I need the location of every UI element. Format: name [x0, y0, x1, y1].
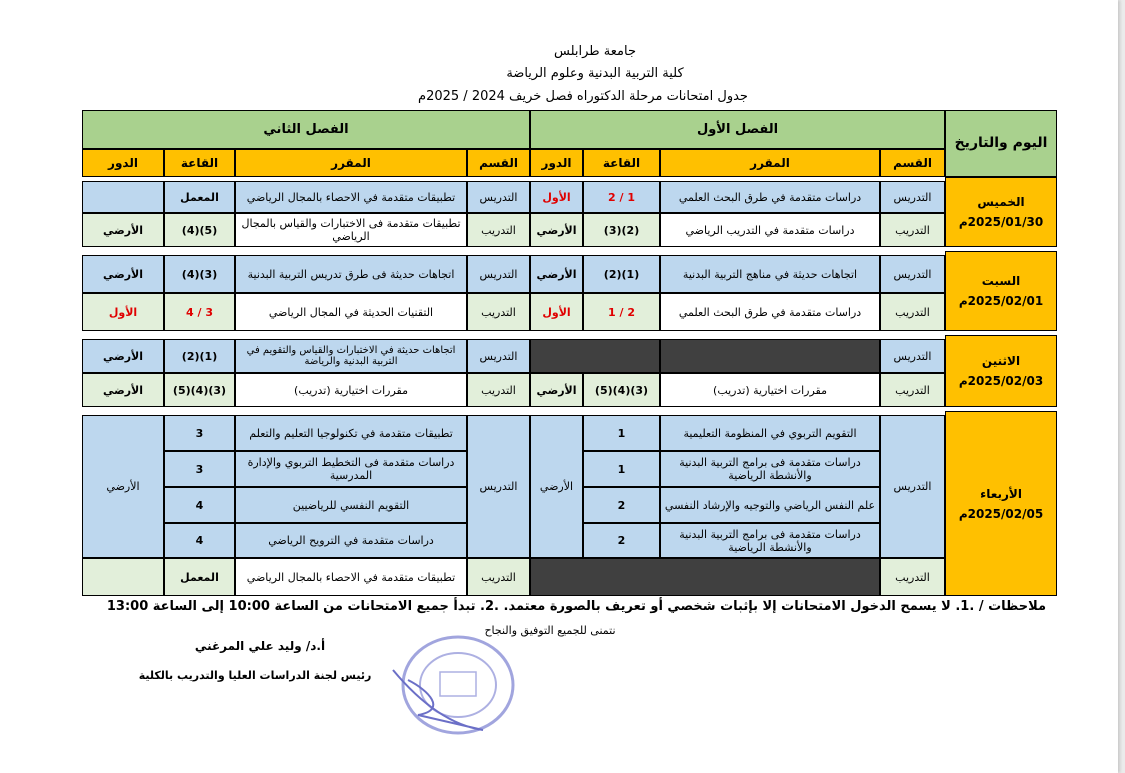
table-cell: التدريس [880, 415, 945, 558]
table-cell-empty [530, 558, 880, 596]
table-cell: الأول [530, 181, 583, 213]
table-cell: المعمل [164, 181, 235, 213]
table-cell: الأرضي [530, 415, 583, 558]
day-cell-thursday [945, 177, 1057, 247]
table-cell: 3 [164, 451, 235, 487]
table-cell [82, 558, 164, 596]
day-name: الخميس [977, 195, 1025, 209]
day-name: السبت [981, 274, 1021, 288]
table-cell: 2 [583, 487, 660, 523]
table-cell: التقويم التربوي في المنظومة التعليمية [660, 415, 880, 451]
official-stamp-icon [388, 630, 518, 750]
day-date: 2025/02/01م [958, 294, 1044, 308]
schedule-title: جدول امتحانات مرحلة الدكتوراه فصل خريف 2024 / 2025م [418, 89, 748, 104]
sem2-round-header: الدور [82, 149, 164, 177]
sem1-round-header: الدور [530, 149, 583, 177]
table-cell: دراسات متقدمة فى برامج التربية البدنية والأنشطة الرياضية [660, 523, 880, 558]
table-cell: التدريس [467, 255, 530, 293]
table-cell: الأول [530, 293, 583, 331]
table-cell: 2 / 1 [583, 293, 660, 331]
table-cell: مقررات اختيارية (تدريب) [660, 373, 880, 407]
table-cell: التدريب [467, 558, 530, 596]
table-cell: التدريس [880, 255, 945, 293]
sem1-dept-header: القسم [880, 149, 945, 177]
table-cell [82, 181, 164, 213]
day-date: 2025/02/05م [958, 506, 1044, 521]
table-cell: الأرضي [530, 255, 583, 293]
table-cell: (3)(4) [164, 255, 235, 293]
table-cell: علم النفس الرياضي والتوجيه والإرشاد النفسي [660, 487, 880, 523]
table-cell: التدريب [467, 213, 530, 247]
table-cell: التدريس [467, 181, 530, 213]
table-cell: 4 [164, 487, 235, 523]
signatory-role: رئيس لجنة الدراسات العليا والتدريب بالكلية [138, 669, 372, 682]
table-cell: (2)(3) [583, 213, 660, 247]
table-cell: دراسات متقدمة في طرق البحث العلمي [660, 293, 880, 331]
table-cell: الأرضي [530, 213, 583, 247]
table-cell: دراسات متقدمة فى التخطيط التربوي والإدارة المدرسية [235, 451, 467, 487]
table-cell: تطبيقات متقدمة فى الاختبارات والقياس بالمجال الرياضي [235, 213, 467, 247]
table-cell: دراسات متقدمة في التدريب الرياضي [660, 213, 880, 247]
table-cell: تطبيقات متقدمة في تكنولوجيا التعليم والتعلم [235, 415, 467, 451]
table-cell: التقنيات الحديثة في المجال الرياضي [235, 293, 467, 331]
table-cell: الأرضي [82, 339, 164, 373]
day-name: الاثنين [981, 354, 1021, 368]
table-cell: التدريس [880, 181, 945, 213]
day-date: 2025/02/03م [958, 374, 1044, 388]
table-cell: اتجاهات حديثة في مناهج التربية البدنية [660, 255, 880, 293]
semester2-header: الفصل الثاني [82, 110, 530, 149]
table-cell: التدريب [467, 373, 530, 407]
table-cell: (3)(4)(5) [583, 373, 660, 407]
table-cell: اتجاهات حديثة فى طرق تدريس التربية البدنية [235, 255, 467, 293]
day-cell-wednesday [945, 411, 1057, 596]
table-cell: التدريس [467, 339, 530, 373]
table-cell: الأرضي [82, 255, 164, 293]
table-cell: التدريس [880, 339, 945, 373]
day-cell-saturday [945, 251, 1057, 331]
table-cell: الأول [82, 293, 164, 331]
table-cell: (1)(2) [164, 339, 235, 373]
table-cell: 4 [164, 523, 235, 558]
table-cell: تطبيقات متقدمة في الاحصاء بالمجال الرياضي [235, 181, 467, 213]
table-cell: 1 / 2 [583, 181, 660, 213]
table-cell: 3 [164, 415, 235, 451]
table-cell: (5)(4) [164, 213, 235, 247]
faculty-name: كلية التربية البدنية وعلوم الرياضة [506, 66, 684, 81]
table-cell: الأرضي [82, 213, 164, 247]
table-cell-empty [530, 339, 660, 373]
table-cell: التدريس [467, 415, 530, 558]
signatory-name: أ.د/ وليد علي المرغني [194, 639, 326, 653]
table-cell: 1 [583, 415, 660, 451]
table-cell-empty [660, 339, 880, 373]
table-cell: الأرضي [82, 373, 164, 407]
table-cell: 3 / 4 [164, 293, 235, 331]
sem2-dept-header: القسم [467, 149, 530, 177]
day-name: الأربعاء [980, 486, 1022, 501]
note-2: .2. تبدأ جميع الامتحانات من الساعة 10:00 إلى الساعة 13:00 [106, 599, 499, 614]
note-1: .1. لا يسمح الدخول الامتحانات إلا بإثبات شخصي أو تعريف بالصورة معتمد. [503, 599, 975, 614]
table-cell: دراسات متقدمة في طرق البحث العلمي [660, 181, 880, 213]
table-cell: 1 [583, 451, 660, 487]
semester1-header: الفصل الأول [530, 110, 945, 149]
table-cell: الأرضي [530, 373, 583, 407]
sem2-hall-header: القاعة [164, 149, 235, 177]
table-cell: التدريب [880, 293, 945, 331]
table-cell: التدريب [467, 293, 530, 331]
sem1-course-header: المقرر [660, 149, 880, 177]
notes [100, 599, 1046, 615]
table-cell: التدريب [880, 373, 945, 407]
day-date-header: اليوم والتاريخ [945, 110, 1057, 177]
table-cell: اتجاهات حديثة في الاختبارات والقياس والتقويم في التربية البدنية والرياضة [235, 339, 467, 373]
university-name: جامعة طرابلس [554, 44, 636, 59]
table-cell: دراسات متقدمة في الترويح الرياضي [235, 523, 467, 558]
table-cell: التقويم النفسي للرياضيين [235, 487, 467, 523]
table-cell: مقررات اختيارية (تدريب) [235, 373, 467, 407]
table-cell: التدريب [880, 213, 945, 247]
table-cell: تطبيقات متقدمة في الاحصاء بالمجال الرياضي [235, 558, 467, 596]
notes-label: ملاحظات / [978, 599, 1046, 614]
table-cell: دراسات متقدمة فى برامج التربية البدنية والأنشطة الرياضية [660, 451, 880, 487]
table-cell: (3)(4)(5) [164, 373, 235, 407]
sem2-course-header: المقرر [235, 149, 467, 177]
table-cell: الأرضي [82, 415, 164, 558]
table-cell: (1)(2) [583, 255, 660, 293]
table-cell: المعمل [164, 558, 235, 596]
sem1-hall-header: القاعة [583, 149, 660, 177]
table-cell: التدريب [880, 558, 945, 596]
day-date: 2025/01/30م [958, 215, 1044, 229]
day-cell-monday [945, 335, 1057, 407]
table-cell: 2 [583, 523, 660, 558]
good-luck-message: نتمنى للجميع التوفيق والنجاح [484, 624, 616, 637]
